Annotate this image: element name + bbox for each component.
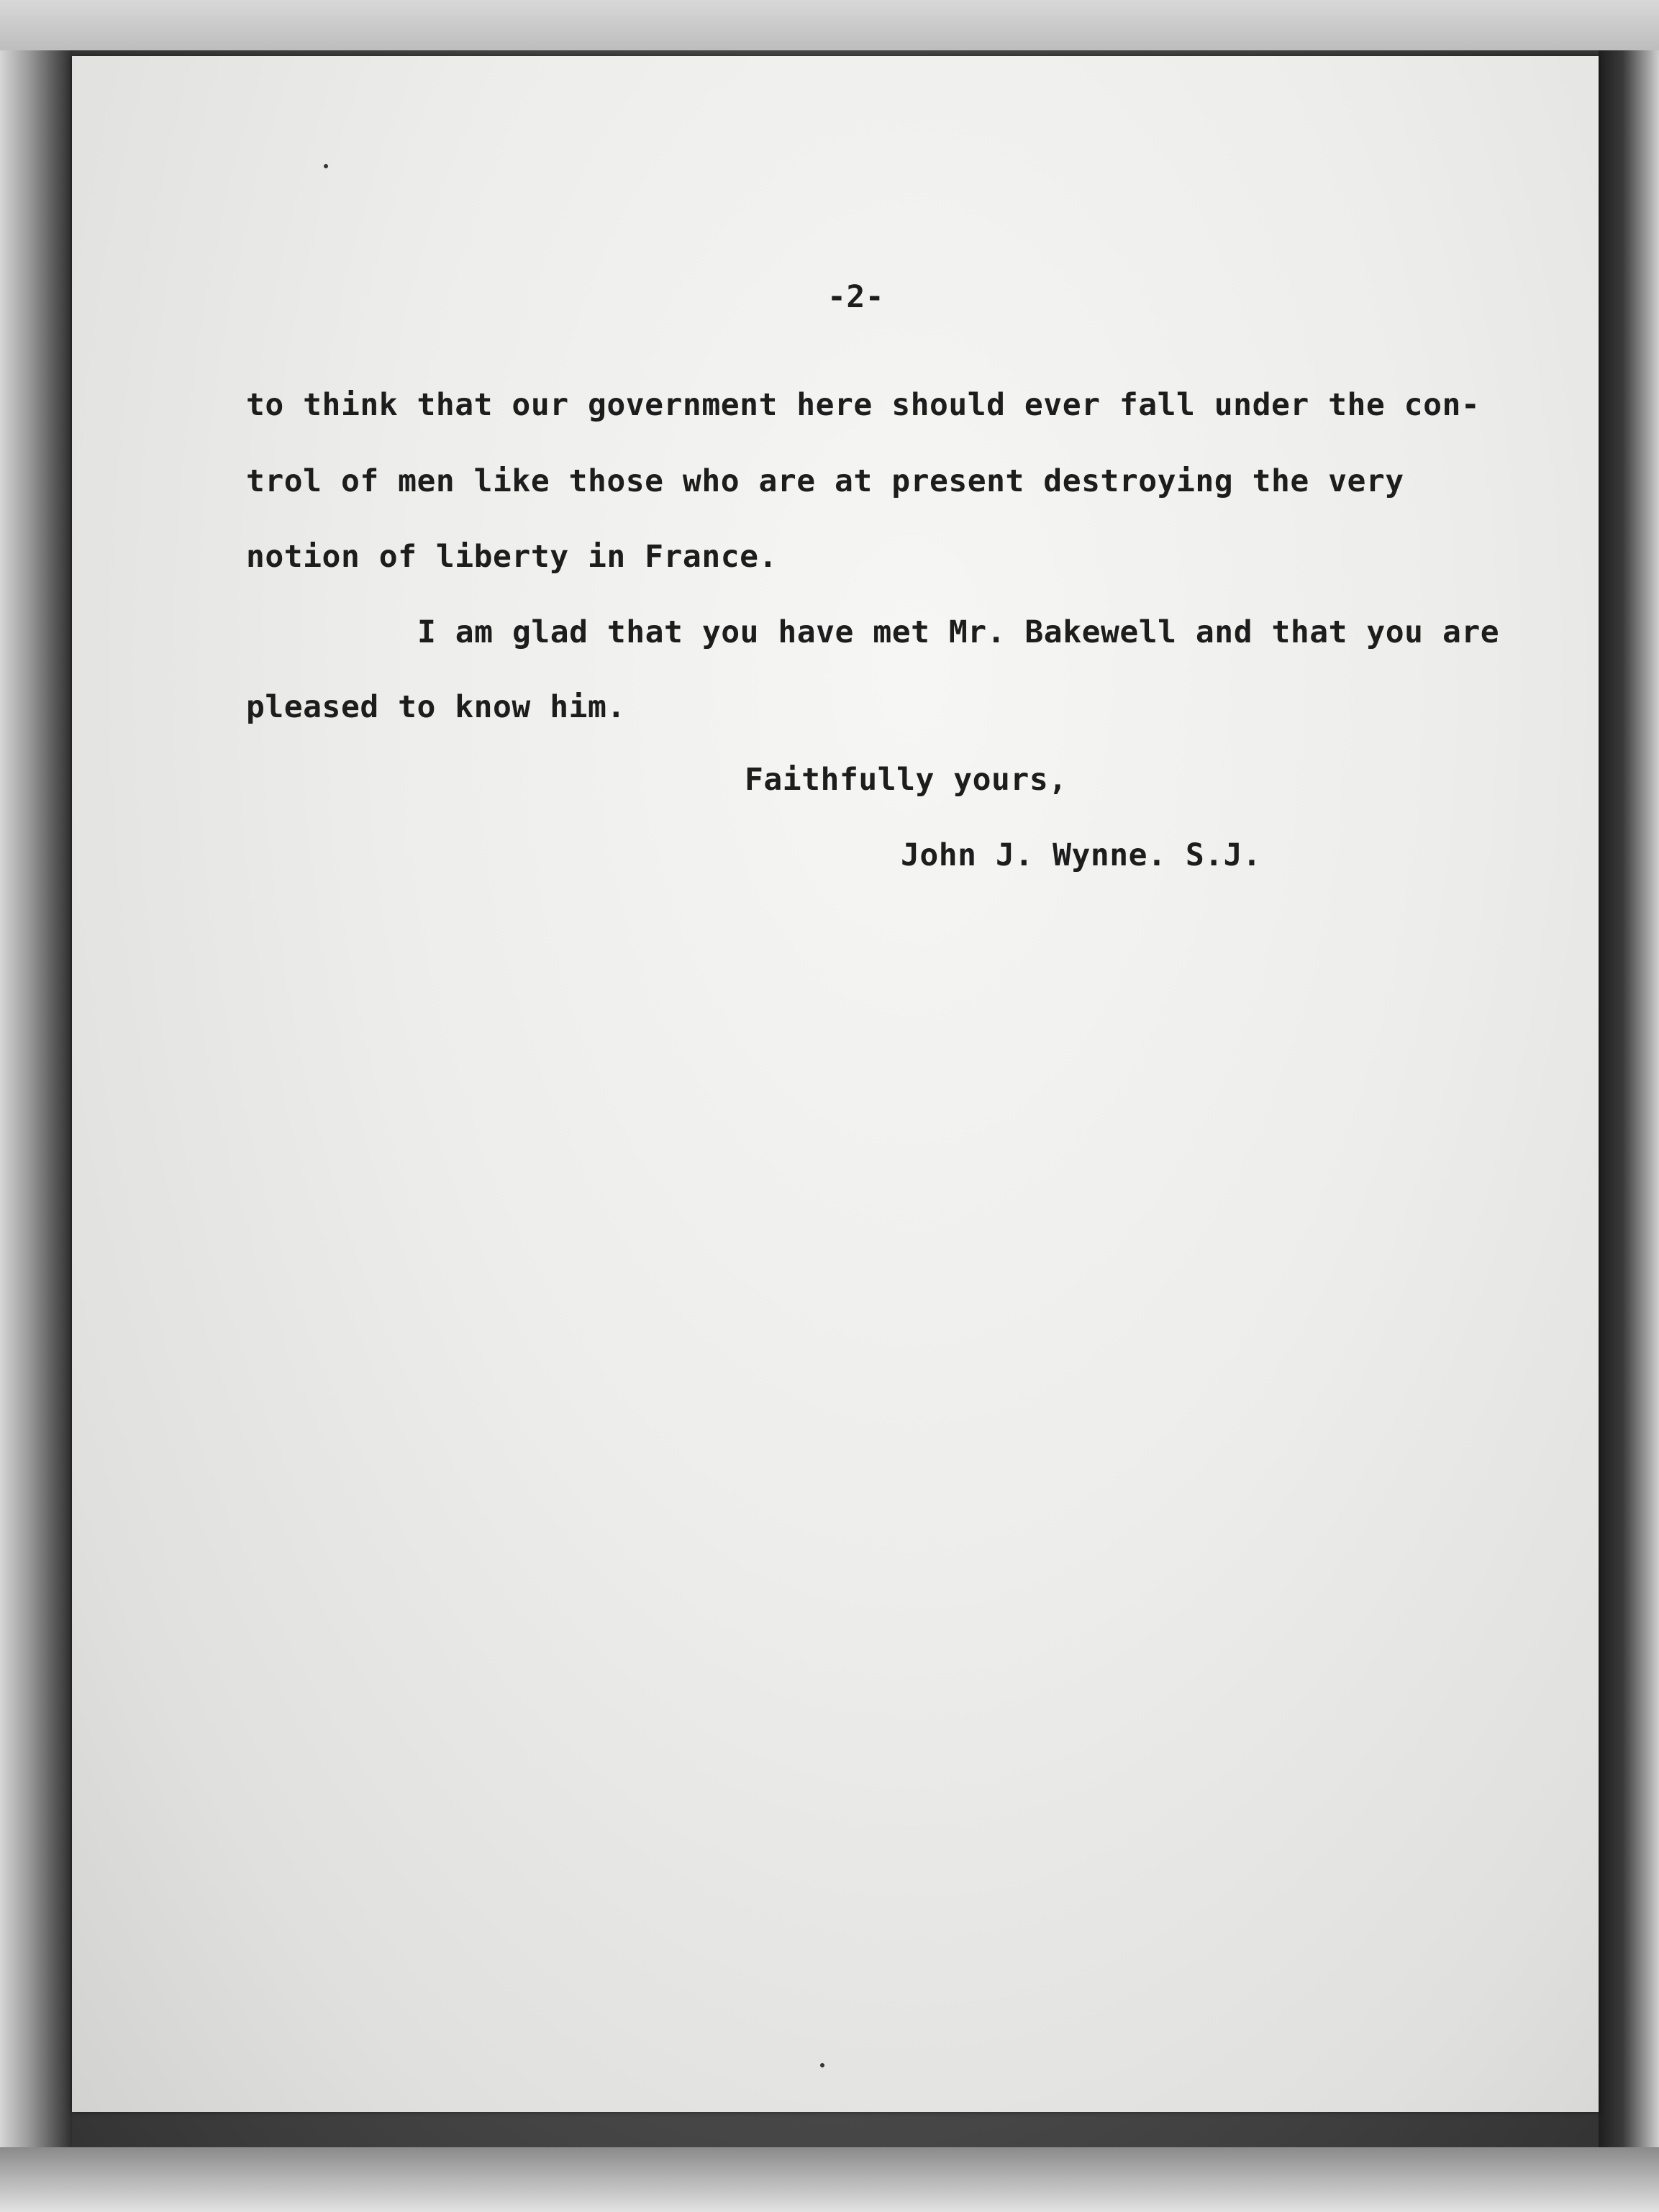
bottom-margin <box>0 2147 1659 2212</box>
paper-speck <box>820 2063 824 2067</box>
signature-name: John J. Wynne. S.J. <box>901 837 1262 873</box>
letter-page <box>72 56 1599 2112</box>
body-line: pleased to know him. <box>246 689 626 725</box>
page-number: -2- <box>827 279 885 315</box>
top-margin <box>0 0 1659 50</box>
body-line: to think that our government here should ever fall under the con- <box>246 387 1481 423</box>
paper-speck <box>324 164 328 168</box>
right-shadow-edge <box>1599 50 1659 2147</box>
body-line: trol of men like those who are at present destroying the very <box>246 463 1404 499</box>
left-shadow-edge <box>0 50 72 2147</box>
body-line: notion of liberty in France. <box>246 539 778 575</box>
closing-salutation: Faithfully yours, <box>745 762 1068 798</box>
body-line: I am glad that you have met Mr. Bakewell and that you are <box>417 614 1500 650</box>
